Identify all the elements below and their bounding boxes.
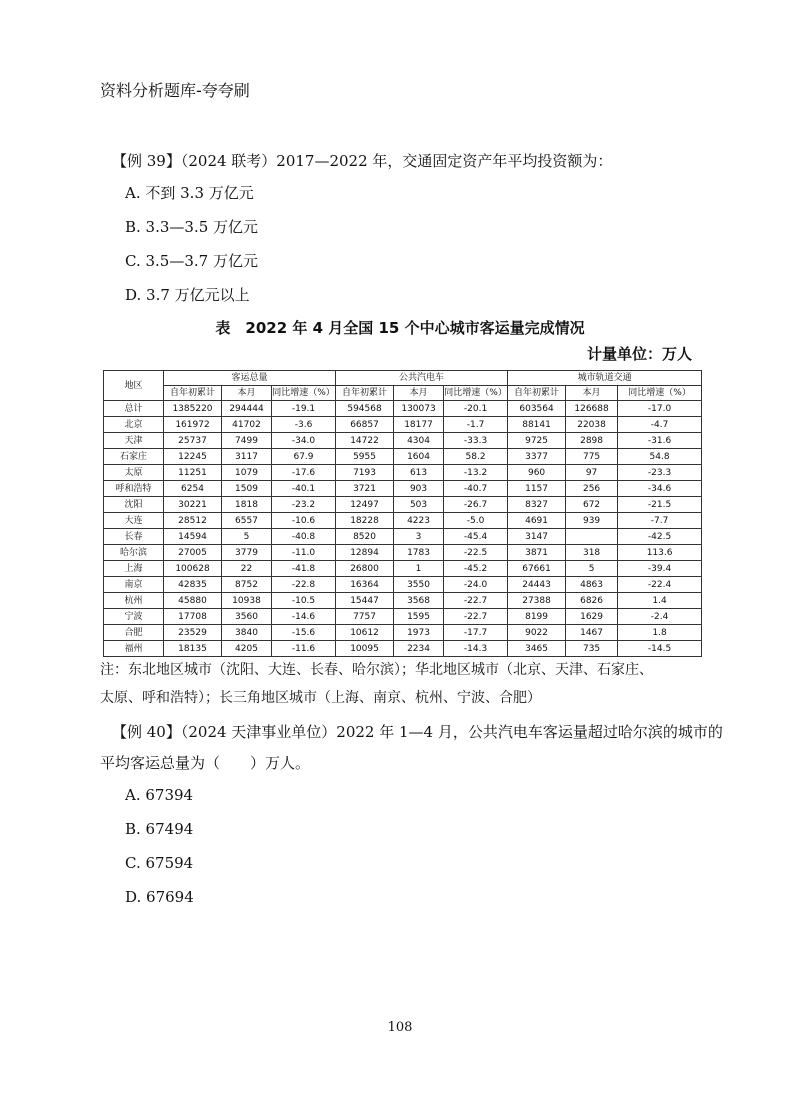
value-cell: 42835 <box>164 577 222 593</box>
value-cell: 5955 <box>336 449 394 465</box>
value-cell: -22.8 <box>272 577 336 593</box>
value-cell: 27005 <box>164 545 222 561</box>
value-cell: 672 <box>566 497 618 513</box>
value-cell <box>566 529 618 545</box>
value-cell: -23.3 <box>618 465 702 481</box>
value-cell: 3871 <box>508 545 566 561</box>
question-40-option-d: D. 67694 <box>125 888 194 906</box>
table-sub-header-row <box>104 386 702 401</box>
value-cell: 1467 <box>566 625 618 641</box>
value-cell: 1157 <box>508 481 566 497</box>
value-cell: 735 <box>566 641 618 657</box>
value-cell: -3.6 <box>272 417 336 433</box>
region-cell: 大连 <box>104 513 164 529</box>
passenger-volume-table <box>103 370 702 657</box>
table-row <box>104 465 702 481</box>
value-cell: -26.7 <box>444 497 508 513</box>
value-cell: -22.4 <box>618 577 702 593</box>
value-cell: 256 <box>566 481 618 497</box>
value-cell: 1783 <box>394 545 444 561</box>
value-cell: 88141 <box>508 417 566 433</box>
value-cell: 54.8 <box>618 449 702 465</box>
value-cell: 1509 <box>222 481 272 497</box>
value-cell: -5.0 <box>444 513 508 529</box>
group-header-bus: 公共汽电车 <box>336 371 508 386</box>
value-cell: -10.6 <box>272 513 336 529</box>
region-cell: 哈尔滨 <box>104 545 164 561</box>
running-header: 资料分析题库-夸夸刷 <box>100 81 250 100</box>
table-unit: 计量单位：万人 <box>586 345 692 363</box>
value-cell: 4205 <box>222 641 272 657</box>
value-cell: -13.2 <box>444 465 508 481</box>
value-cell: 960 <box>508 465 566 481</box>
value-cell: -40.1 <box>272 481 336 497</box>
question-39-stem: 【例 39】（2024 联考）2017—2022 年，交通固定资产年平均投资额为： <box>112 152 613 170</box>
table-note-line-1: 注：东北地区城市（沈阳、大连、长春、哈尔滨）；华北地区城市（北京、天津、石家庄、 <box>100 662 653 678</box>
value-cell: 10095 <box>336 641 394 657</box>
sub-header: 本月 <box>394 386 444 401</box>
region-cell: 天津 <box>104 433 164 449</box>
sub-header: 自年初累计 <box>336 386 394 401</box>
value-cell: 3377 <box>508 449 566 465</box>
value-cell: -11.0 <box>272 545 336 561</box>
sub-header: 本月 <box>566 386 618 401</box>
value-cell: 6254 <box>164 481 222 497</box>
value-cell: 9022 <box>508 625 566 641</box>
value-cell: -33.3 <box>444 433 508 449</box>
value-cell: 5 <box>222 529 272 545</box>
value-cell: -7.7 <box>618 513 702 529</box>
value-cell: 7499 <box>222 433 272 449</box>
value-cell: -22.7 <box>444 593 508 609</box>
value-cell: -14.6 <box>272 609 336 625</box>
sub-header: 自年初累计 <box>508 386 566 401</box>
value-cell: 3 <box>394 529 444 545</box>
question-39-option-b: B. 3.3—3.5 万亿元 <box>125 218 259 236</box>
value-cell: 14594 <box>164 529 222 545</box>
region-cell: 太原 <box>104 465 164 481</box>
value-cell: 66857 <box>336 417 394 433</box>
value-cell: 9725 <box>508 433 566 449</box>
value-cell: 3568 <box>394 593 444 609</box>
table-row <box>104 529 702 545</box>
value-cell: 3560 <box>222 609 272 625</box>
value-cell: 1385220 <box>164 401 222 417</box>
value-cell: 11251 <box>164 465 222 481</box>
value-cell: -19.1 <box>272 401 336 417</box>
value-cell: 22038 <box>566 417 618 433</box>
value-cell: -45.4 <box>444 529 508 545</box>
value-cell: 17708 <box>164 609 222 625</box>
value-cell: 3779 <box>222 545 272 561</box>
value-cell: -2.4 <box>618 609 702 625</box>
table-row <box>104 593 702 609</box>
value-cell: 1.8 <box>618 625 702 641</box>
value-cell: -20.1 <box>444 401 508 417</box>
value-cell: 41702 <box>222 417 272 433</box>
table-group-header-row <box>104 371 702 386</box>
value-cell: -45.2 <box>444 561 508 577</box>
value-cell: -22.5 <box>444 545 508 561</box>
value-cell: 2898 <box>566 433 618 449</box>
value-cell: 22 <box>222 561 272 577</box>
value-cell: -10.5 <box>272 593 336 609</box>
value-cell: 45880 <box>164 593 222 609</box>
question-40-option-b: B. 67494 <box>125 820 194 838</box>
table-row <box>104 577 702 593</box>
value-cell: 1973 <box>394 625 444 641</box>
table-title: 表 2022 年 4 月全国 15 个中心城市客运量完成情况 <box>215 319 585 337</box>
value-cell: 27388 <box>508 593 566 609</box>
value-cell: 25737 <box>164 433 222 449</box>
value-cell: 3147 <box>508 529 566 545</box>
value-cell: 775 <box>566 449 618 465</box>
table-row <box>104 433 702 449</box>
value-cell: -42.5 <box>618 529 702 545</box>
value-cell: -21.5 <box>618 497 702 513</box>
table-row <box>104 609 702 625</box>
question-39-option-a: A. 不到 3.3 万亿元 <box>125 184 254 202</box>
table-note-line-2: 太原、呼和浩特）；长三角地区城市（上海、南京、杭州、宁波、合肥） <box>100 690 541 706</box>
value-cell: 1604 <box>394 449 444 465</box>
region-cell: 呼和浩特 <box>104 481 164 497</box>
value-cell: 18228 <box>336 513 394 529</box>
value-cell: 1.4 <box>618 593 702 609</box>
sub-header: 本月 <box>222 386 272 401</box>
value-cell: 18135 <box>164 641 222 657</box>
question-40-stem-line-1: 【例 40】（2024 天津事业单位）2022 年 1—4 月，公共汽电车客运量超过哈尔滨的城市的 <box>112 723 723 741</box>
table-row <box>104 545 702 561</box>
value-cell: 12497 <box>336 497 394 513</box>
value-cell: -23.2 <box>272 497 336 513</box>
value-cell: 126688 <box>566 401 618 417</box>
value-cell: 1079 <box>222 465 272 481</box>
value-cell: 4304 <box>394 433 444 449</box>
table-row <box>104 449 702 465</box>
value-cell: 318 <box>566 545 618 561</box>
value-cell: 5 <box>566 561 618 577</box>
region-cell: 沈阳 <box>104 497 164 513</box>
value-cell: -34.6 <box>618 481 702 497</box>
table-row <box>104 401 702 417</box>
value-cell: -40.8 <box>272 529 336 545</box>
value-cell: 6557 <box>222 513 272 529</box>
value-cell: 24443 <box>508 577 566 593</box>
group-header-total: 客运总量 <box>164 371 336 386</box>
value-cell: -14.5 <box>618 641 702 657</box>
value-cell: 594568 <box>336 401 394 417</box>
value-cell: -4.7 <box>618 417 702 433</box>
value-cell: 613 <box>394 465 444 481</box>
value-cell: 10938 <box>222 593 272 609</box>
region-cell: 上海 <box>104 561 164 577</box>
value-cell: 4863 <box>566 577 618 593</box>
value-cell: 67661 <box>508 561 566 577</box>
value-cell: -1.7 <box>444 417 508 433</box>
region-cell: 福州 <box>104 641 164 657</box>
value-cell: 3840 <box>222 625 272 641</box>
value-cell: 4691 <box>508 513 566 529</box>
value-cell: 8752 <box>222 577 272 593</box>
value-cell: 28512 <box>164 513 222 529</box>
value-cell: -41.8 <box>272 561 336 577</box>
value-cell: -17.7 <box>444 625 508 641</box>
sub-header: 同比增速（%） <box>444 386 508 401</box>
value-cell: 2234 <box>394 641 444 657</box>
value-cell: 3117 <box>222 449 272 465</box>
value-cell: -17.6 <box>272 465 336 481</box>
region-cell: 北京 <box>104 417 164 433</box>
value-cell: 100628 <box>164 561 222 577</box>
region-header: 地区 <box>104 371 164 401</box>
value-cell: 294444 <box>222 401 272 417</box>
value-cell: 58.2 <box>444 449 508 465</box>
value-cell: -24.0 <box>444 577 508 593</box>
value-cell: 8327 <box>508 497 566 513</box>
region-cell: 杭州 <box>104 593 164 609</box>
value-cell: 1629 <box>566 609 618 625</box>
question-40-stem-line-2: 平均客运总量为（ ）万人。 <box>100 754 311 772</box>
value-cell: 1595 <box>394 609 444 625</box>
value-cell: -11.6 <box>272 641 336 657</box>
sub-header: 同比增速（%） <box>272 386 336 401</box>
value-cell: -22.7 <box>444 609 508 625</box>
value-cell: 12245 <box>164 449 222 465</box>
region-cell: 石家庄 <box>104 449 164 465</box>
group-header-rail: 城市轨道交通 <box>508 371 702 386</box>
value-cell: 14722 <box>336 433 394 449</box>
value-cell: 7193 <box>336 465 394 481</box>
table-row <box>104 481 702 497</box>
question-40-option-a: A. 67394 <box>125 786 194 804</box>
value-cell: 8199 <box>508 609 566 625</box>
region-cell: 合肥 <box>104 625 164 641</box>
value-cell: 97 <box>566 465 618 481</box>
value-cell: 15447 <box>336 593 394 609</box>
value-cell: -40.7 <box>444 481 508 497</box>
table-row <box>104 513 702 529</box>
sub-header: 同比增速（%） <box>618 386 702 401</box>
value-cell: -14.3 <box>444 641 508 657</box>
value-cell: 3721 <box>336 481 394 497</box>
sub-header: 自年初累计 <box>164 386 222 401</box>
value-cell: 903 <box>394 481 444 497</box>
region-cell: 长春 <box>104 529 164 545</box>
value-cell: -17.0 <box>618 401 702 417</box>
table-row <box>104 417 702 433</box>
value-cell: 503 <box>394 497 444 513</box>
value-cell: 3550 <box>394 577 444 593</box>
value-cell: 18177 <box>394 417 444 433</box>
value-cell: 161972 <box>164 417 222 433</box>
value-cell: 1818 <box>222 497 272 513</box>
region-cell: 南京 <box>104 577 164 593</box>
value-cell: 7757 <box>336 609 394 625</box>
value-cell: 16364 <box>336 577 394 593</box>
value-cell: 23529 <box>164 625 222 641</box>
value-cell: 6826 <box>566 593 618 609</box>
value-cell: -31.6 <box>618 433 702 449</box>
value-cell: 8520 <box>336 529 394 545</box>
question-40-option-c: C. 67594 <box>125 854 194 872</box>
table-row <box>104 561 702 577</box>
value-cell: -34.0 <box>272 433 336 449</box>
value-cell: 67.9 <box>272 449 336 465</box>
value-cell: -39.4 <box>618 561 702 577</box>
value-cell: 12894 <box>336 545 394 561</box>
region-cell: 宁波 <box>104 609 164 625</box>
value-cell: 4223 <box>394 513 444 529</box>
question-39-option-c: C. 3.5—3.7 万亿元 <box>125 252 258 270</box>
value-cell: 3465 <box>508 641 566 657</box>
region-cell: 总计 <box>104 401 164 417</box>
table-row <box>104 641 702 657</box>
value-cell: 939 <box>566 513 618 529</box>
value-cell: 603564 <box>508 401 566 417</box>
table-row <box>104 497 702 513</box>
value-cell: 26800 <box>336 561 394 577</box>
value-cell: 130073 <box>394 401 444 417</box>
value-cell: 113.6 <box>618 545 702 561</box>
question-39-option-d: D. 3.7 万亿元以上 <box>125 286 250 304</box>
value-cell: 30221 <box>164 497 222 513</box>
table-row <box>104 625 702 641</box>
value-cell: -15.6 <box>272 625 336 641</box>
value-cell: 1 <box>394 561 444 577</box>
value-cell: 10612 <box>336 625 394 641</box>
page-number: 108 <box>387 1020 413 1035</box>
